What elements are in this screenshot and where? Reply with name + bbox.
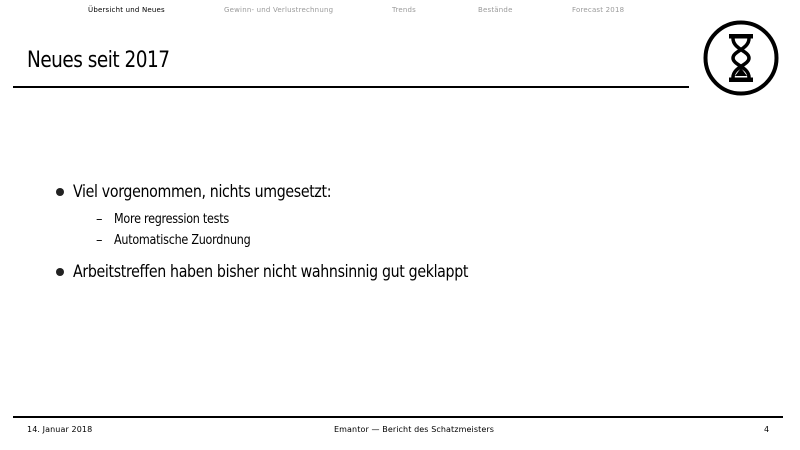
sub-bullet-dash: – [96, 212, 103, 227]
nav-item-gewinn-verlust[interactable]: Gewinn- und Verlustrechnung [224, 6, 334, 14]
bullet-dot [56, 268, 64, 276]
nav-item-uebersicht[interactable]: Übersicht und Neues [88, 6, 165, 14]
nav-item-bestaende[interactable]: Bestände [478, 6, 513, 14]
sub-bullet-text: Automatische Zuordnung [114, 233, 251, 248]
page-number: 4 [764, 425, 770, 434]
nav-item-forecast[interactable]: Forecast 2018 [572, 6, 625, 14]
hourglass-logo-icon [702, 19, 780, 97]
footer-divider [13, 416, 783, 418]
nav-item-trends[interactable]: Trends [392, 6, 417, 14]
footer-date: 14. Januar 2018 [27, 425, 93, 434]
sub-bullet-dash: – [96, 233, 103, 248]
bullet-dot [56, 188, 64, 196]
title-divider [13, 86, 689, 88]
sub-bullet-text: More regression tests [114, 212, 229, 227]
section-navigation [0, 6, 800, 18]
slide-title: Neues seit 2017 [27, 48, 170, 73]
bullet-text: Arbeitstreffen haben bisher nicht wahnsinnig gut geklappt [73, 262, 469, 281]
bullet-text: Viel vorgenommen, nichts umgesetzt: [73, 182, 332, 201]
footer-title: Emantor — Bericht des Schatzmeisters [334, 425, 495, 434]
